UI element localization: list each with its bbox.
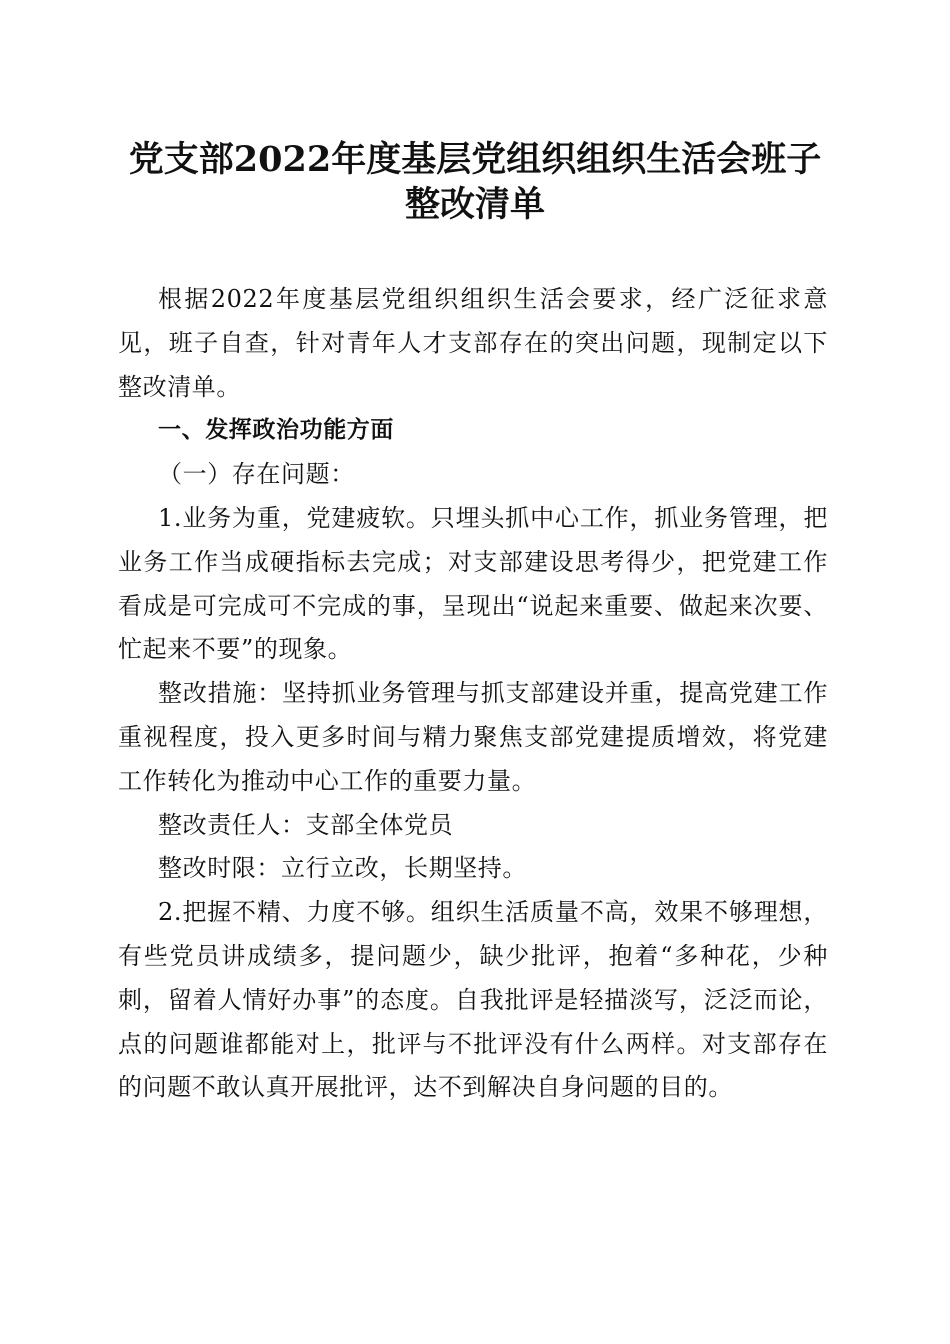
intro-paragraph: 根据2022年度基层党组织组织生活会要求，经广泛征求意见，班子自查，针对青年人才支部存在的突出问题，现制定以下整改清单。	[118, 285, 828, 401]
document-title-line-2: 整改清单	[404, 184, 545, 225]
responsible-1-paragraph: 整改责任人：支部全体党员	[158, 810, 454, 839]
document-title-line-1: 党支部2022年度基层党组织组织生活会班子	[128, 139, 822, 180]
deadline-1-paragraph: 整改时限：立行立改，长期坚持。	[158, 854, 527, 883]
document-body	[118, 278, 828, 1110]
subsection-heading-problems: （一）存在问题：	[158, 460, 355, 489]
section-heading-political-function: 一、发挥政治功能方面	[158, 417, 394, 444]
measures-1-paragraph: 整改措施：坚持抓业务管理与抓支部建设并重，提高党建工作重视程度，投入更多时间与精力聚焦支部党建提质增效，将党建工作转化为推动中心工作的重要力量。	[118, 679, 828, 795]
problem-1-paragraph: 1.业务为重，党建疲软。只埋头抓中心工作，抓业务管理，把业务工作当成硬指标去完成；对支部建设思考得少，把党建工作看成是可完成可不完成的事，呈现出“说起来重要、做起来次要、忙起来不要”的现象。	[118, 503, 828, 664]
problem-2-paragraph: 2.把握不精、力度不够。组织生活质量不高，效果不够理想，有些党员讲成绩多，提问题少，缺少批评，抱着“多种花，少种刺，留着人情好办事”的态度。自我批评是轻描淡写，泛泛而论，点的问题谁都能对上，批评与不批评没有什么两样。对支部存在的问题不敢认真开展批评，达不到解决自身问题的目的。	[118, 898, 828, 1102]
